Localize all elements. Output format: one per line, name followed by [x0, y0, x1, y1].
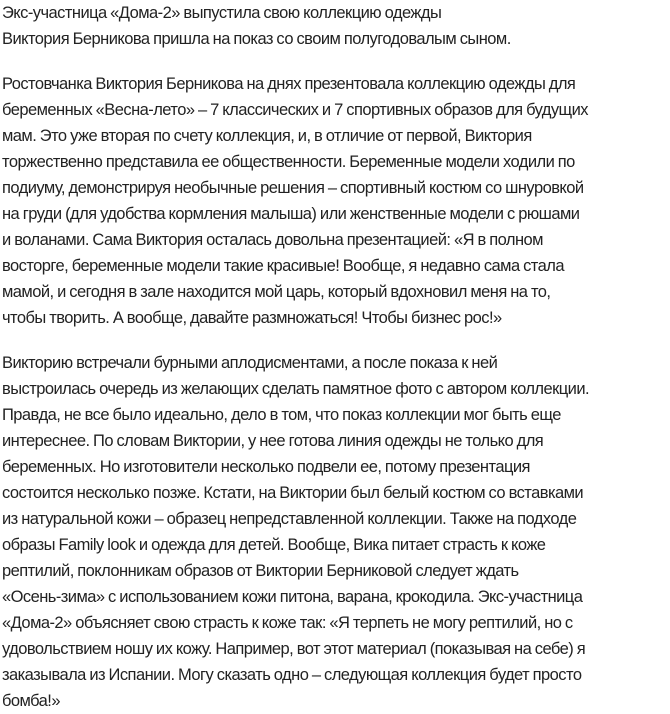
text-line: «Дома-2» объясняет свою страсть к коже так: «Я терпеть не могу рептилий, но с: [2, 614, 573, 632]
text-line: на груди (для удобства кормления малыша) или женственные модели с рюшами: [2, 205, 580, 223]
text-line: заказывала из Испании. Могу сказать одно – следующая коллекция будет просто: [2, 666, 582, 684]
text-line: Ростовчанка Виктория Берникова на днях презентовала коллекцию одежды для: [2, 75, 576, 93]
text-line: «Осень-зима» с использованием кожи питона, варана, крокодила. Экс-участница: [2, 588, 583, 606]
text-line: бомба!»: [2, 692, 60, 710]
text-line: Правда, не все было идеально, дело в том, что показ коллекции мог быть еще: [2, 406, 561, 424]
lead-line: Экс-участница «Дома-2» выпустила свою коллекцию одежды: [2, 4, 442, 22]
text-line: Викторию встречали бурными аплодисментами, а после показа к ней: [2, 354, 498, 372]
text-line: подиуму, демонстрируя необычные решения – спортивный костюм со шнуровкой: [2, 179, 584, 197]
text-line: чтобы творить. А вообще, давайте размножаться! Чтобы бизнес рос!»: [2, 309, 502, 327]
text-line: интереснее. По словам Виктории, у нее готова линия одежды не только для: [2, 432, 544, 450]
text-line: мам. Это уже вторая по счету коллекция, и, в отличие от первой, Виктория: [2, 127, 532, 145]
text-line: восторге, беременные модели такие красивые! Вообще, я недавно сама стала: [2, 257, 564, 275]
text-line: беременных. Но изготовители несколько подвели ее, потому презентация: [2, 458, 530, 476]
article-lead: [2, 0, 670, 52]
text-line: выстроилась очередь из желающих сделать памятное фото с автором коллекции.: [2, 380, 590, 398]
text-line: и воланами. Сама Виктория осталась довольна презентацией: «Я в полном: [2, 231, 543, 249]
text-line: образы Family look и одежда для детей. Вообще, Вика питает страсть к коже: [2, 536, 546, 554]
text-line: состоится несколько позже. Кстати, на Виктории был белый костюм со вставками: [2, 484, 584, 502]
text-line: удовольствием ношу их кожу. Например, вот этот материал (показывая на себе) я: [2, 640, 586, 658]
lead-line: Виктория Берникова пришла на показ со своим полугодовалым сыном.: [2, 30, 511, 48]
text-line: мамой, и сегодня в зале находится мой царь, который вдохновил меня на то,: [2, 283, 551, 301]
text-line: беременных «Весна-лето» – 7 классических и 7 спортивных образов для будущих: [2, 101, 588, 119]
paragraph-2: [2, 350, 670, 714]
paragraph-1: [2, 71, 670, 331]
text-line: торжественно представила ее общественности. Беременные модели ходили по: [2, 153, 575, 171]
text-line: рептилий, поклонникам образов от Виктории Берниковой следует ждать: [2, 562, 519, 580]
text-line: из натуральной кожи – образец непредставленной коллекции. Также на подходе: [2, 510, 577, 528]
